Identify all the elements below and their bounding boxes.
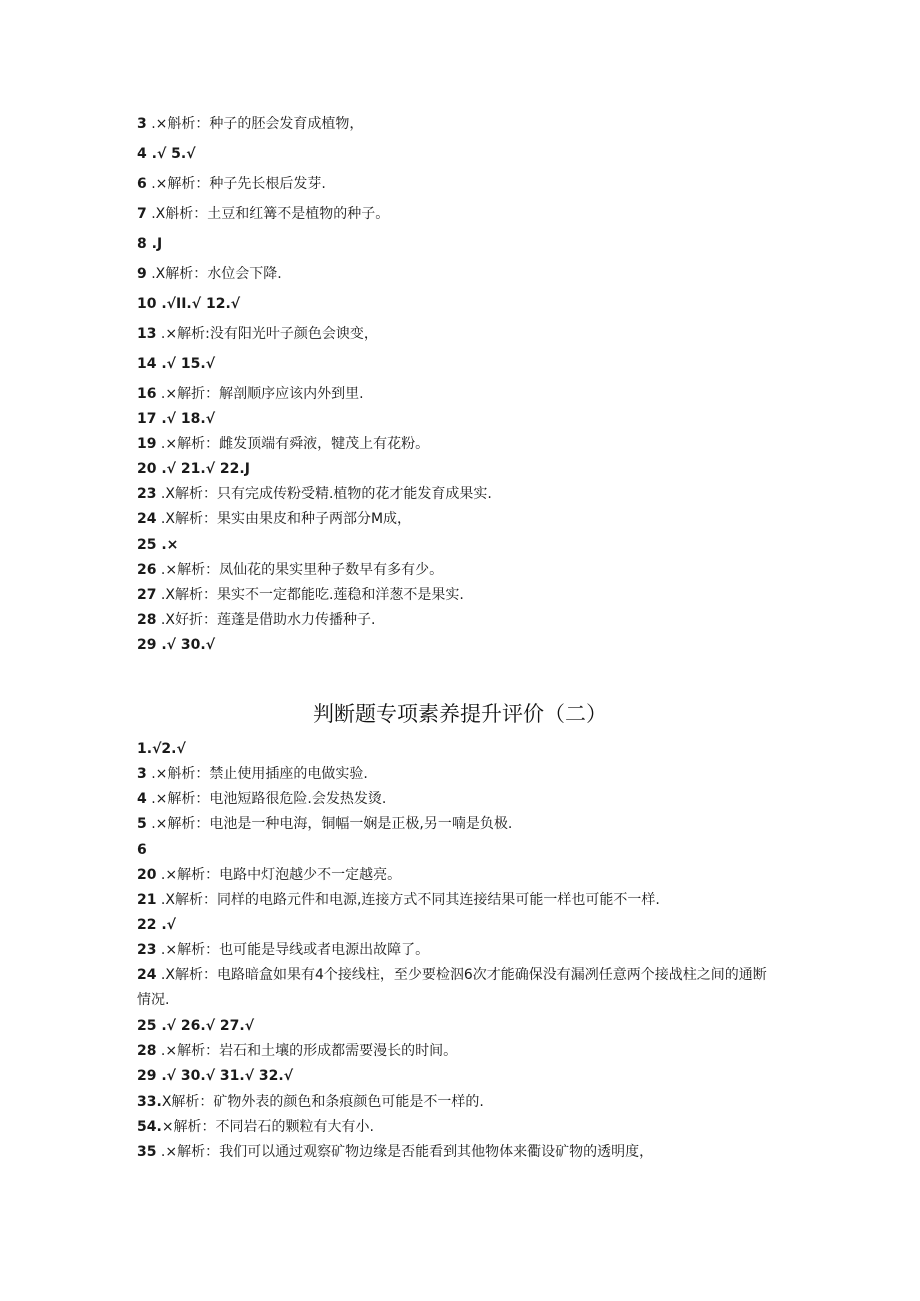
answer-line: 13 .×解析:没有阳光叶子颜色会谀变， (137, 326, 378, 342)
answer-line: 25 .√ 26.√ 27.√ (137, 1018, 255, 1034)
section-title: 判断题专项素养提升评价（二） (313, 702, 607, 726)
answer-line: 14 .√ 15.√ (137, 356, 216, 372)
answer-line: 19 .×解析：雌发顶端有舜液，犍茂上有花粉。 (137, 436, 430, 452)
answer-line: 26 .×解析：凤仙花的果实里种子数早有多有少。 (137, 562, 444, 578)
answer-line: 35 .×解析：我们可以通过观察矿物边缘是否能看到其他物体来衢设矿物的透明度， (137, 1144, 654, 1160)
answer-line: 23 .×解析：也可能是导线或者电源出故障了。 (137, 942, 430, 958)
answer-line: 54.×解析：不同岩石的颗粒有大有小. (137, 1119, 374, 1135)
answer-line: 27 .X解析：果实不一定都能吃.莲稳和洋葱不是果实. (137, 587, 464, 603)
answer-line: 20 .×解析：电路中灯泡越少不一定越亮。 (137, 867, 402, 883)
answer-line: 16 .×解折：解剖顺序应该内外到里. (137, 386, 364, 402)
answer-line: 7 .X斛析：土豆和红篝不是植物的种子。 (137, 206, 390, 222)
answer-line: 5 .×解析：电池是一种电海，铜幅一娴是正极,另一喃是负极. (137, 816, 513, 832)
answer-line: 9 .X解析：水位会下降. (137, 266, 282, 282)
answer-line: 4 .×解析：电池短路很危险.会发热发烫. (137, 791, 387, 807)
answer-line: 1.√2.√ (137, 741, 186, 757)
answer-line: 24 .X解析：果实由果皮和种子两部分M成， (137, 511, 412, 527)
answer-line: 25 .× (137, 537, 179, 553)
answer-line: 3 .×斛析：种子的胚会发育成植物， (137, 116, 364, 132)
answer-line: 20 .√ 21.√ 22.J (137, 461, 250, 477)
answer-line: 6 .×解析：种子先长根后发芽. (137, 176, 326, 192)
answer-line: 6 (137, 842, 147, 858)
answer-line: 28 .×解析：岩石和土壤的形成都需要漫长的时间。 (137, 1043, 458, 1059)
answer-line: 8 .J (137, 236, 163, 252)
answer-line: 22 .√ (137, 917, 177, 933)
answer-line: 33.X解析：矿物外表的颜色和条痕颜色可能是不一样的. (137, 1094, 484, 1110)
answer-line: 28 .X好折：莲蓬是借助水力传播种子. (137, 612, 376, 628)
answer-line: 24 .X解析：电路暗盒如果有4个接线柱，至少要检泅6次才能确保没有漏冽任意两个接战柱之间的通断情况. (137, 967, 767, 1008)
answer-line: 23 .X解析：只有完成传粉受精.植物的花才能发育成果实. (137, 486, 492, 502)
answer-line: 17 .√ 18.√ (137, 411, 216, 427)
answer-line: 4 .√ 5.√ (137, 146, 196, 162)
answer-line: 21 .X解析：同样的电路元件和电源,连接方式不同其连接结果可能一样也可能不一样. (137, 892, 660, 908)
answer-line: 10 .√II.√ 12.√ (137, 296, 241, 312)
answer-line: 3 .×斛析：禁止使用插座的电做实验. (137, 766, 368, 782)
answer-line: 29 .√ 30.√ 31.√ 32.√ (137, 1068, 294, 1084)
answer-line: 29 .√ 30.√ (137, 637, 216, 653)
